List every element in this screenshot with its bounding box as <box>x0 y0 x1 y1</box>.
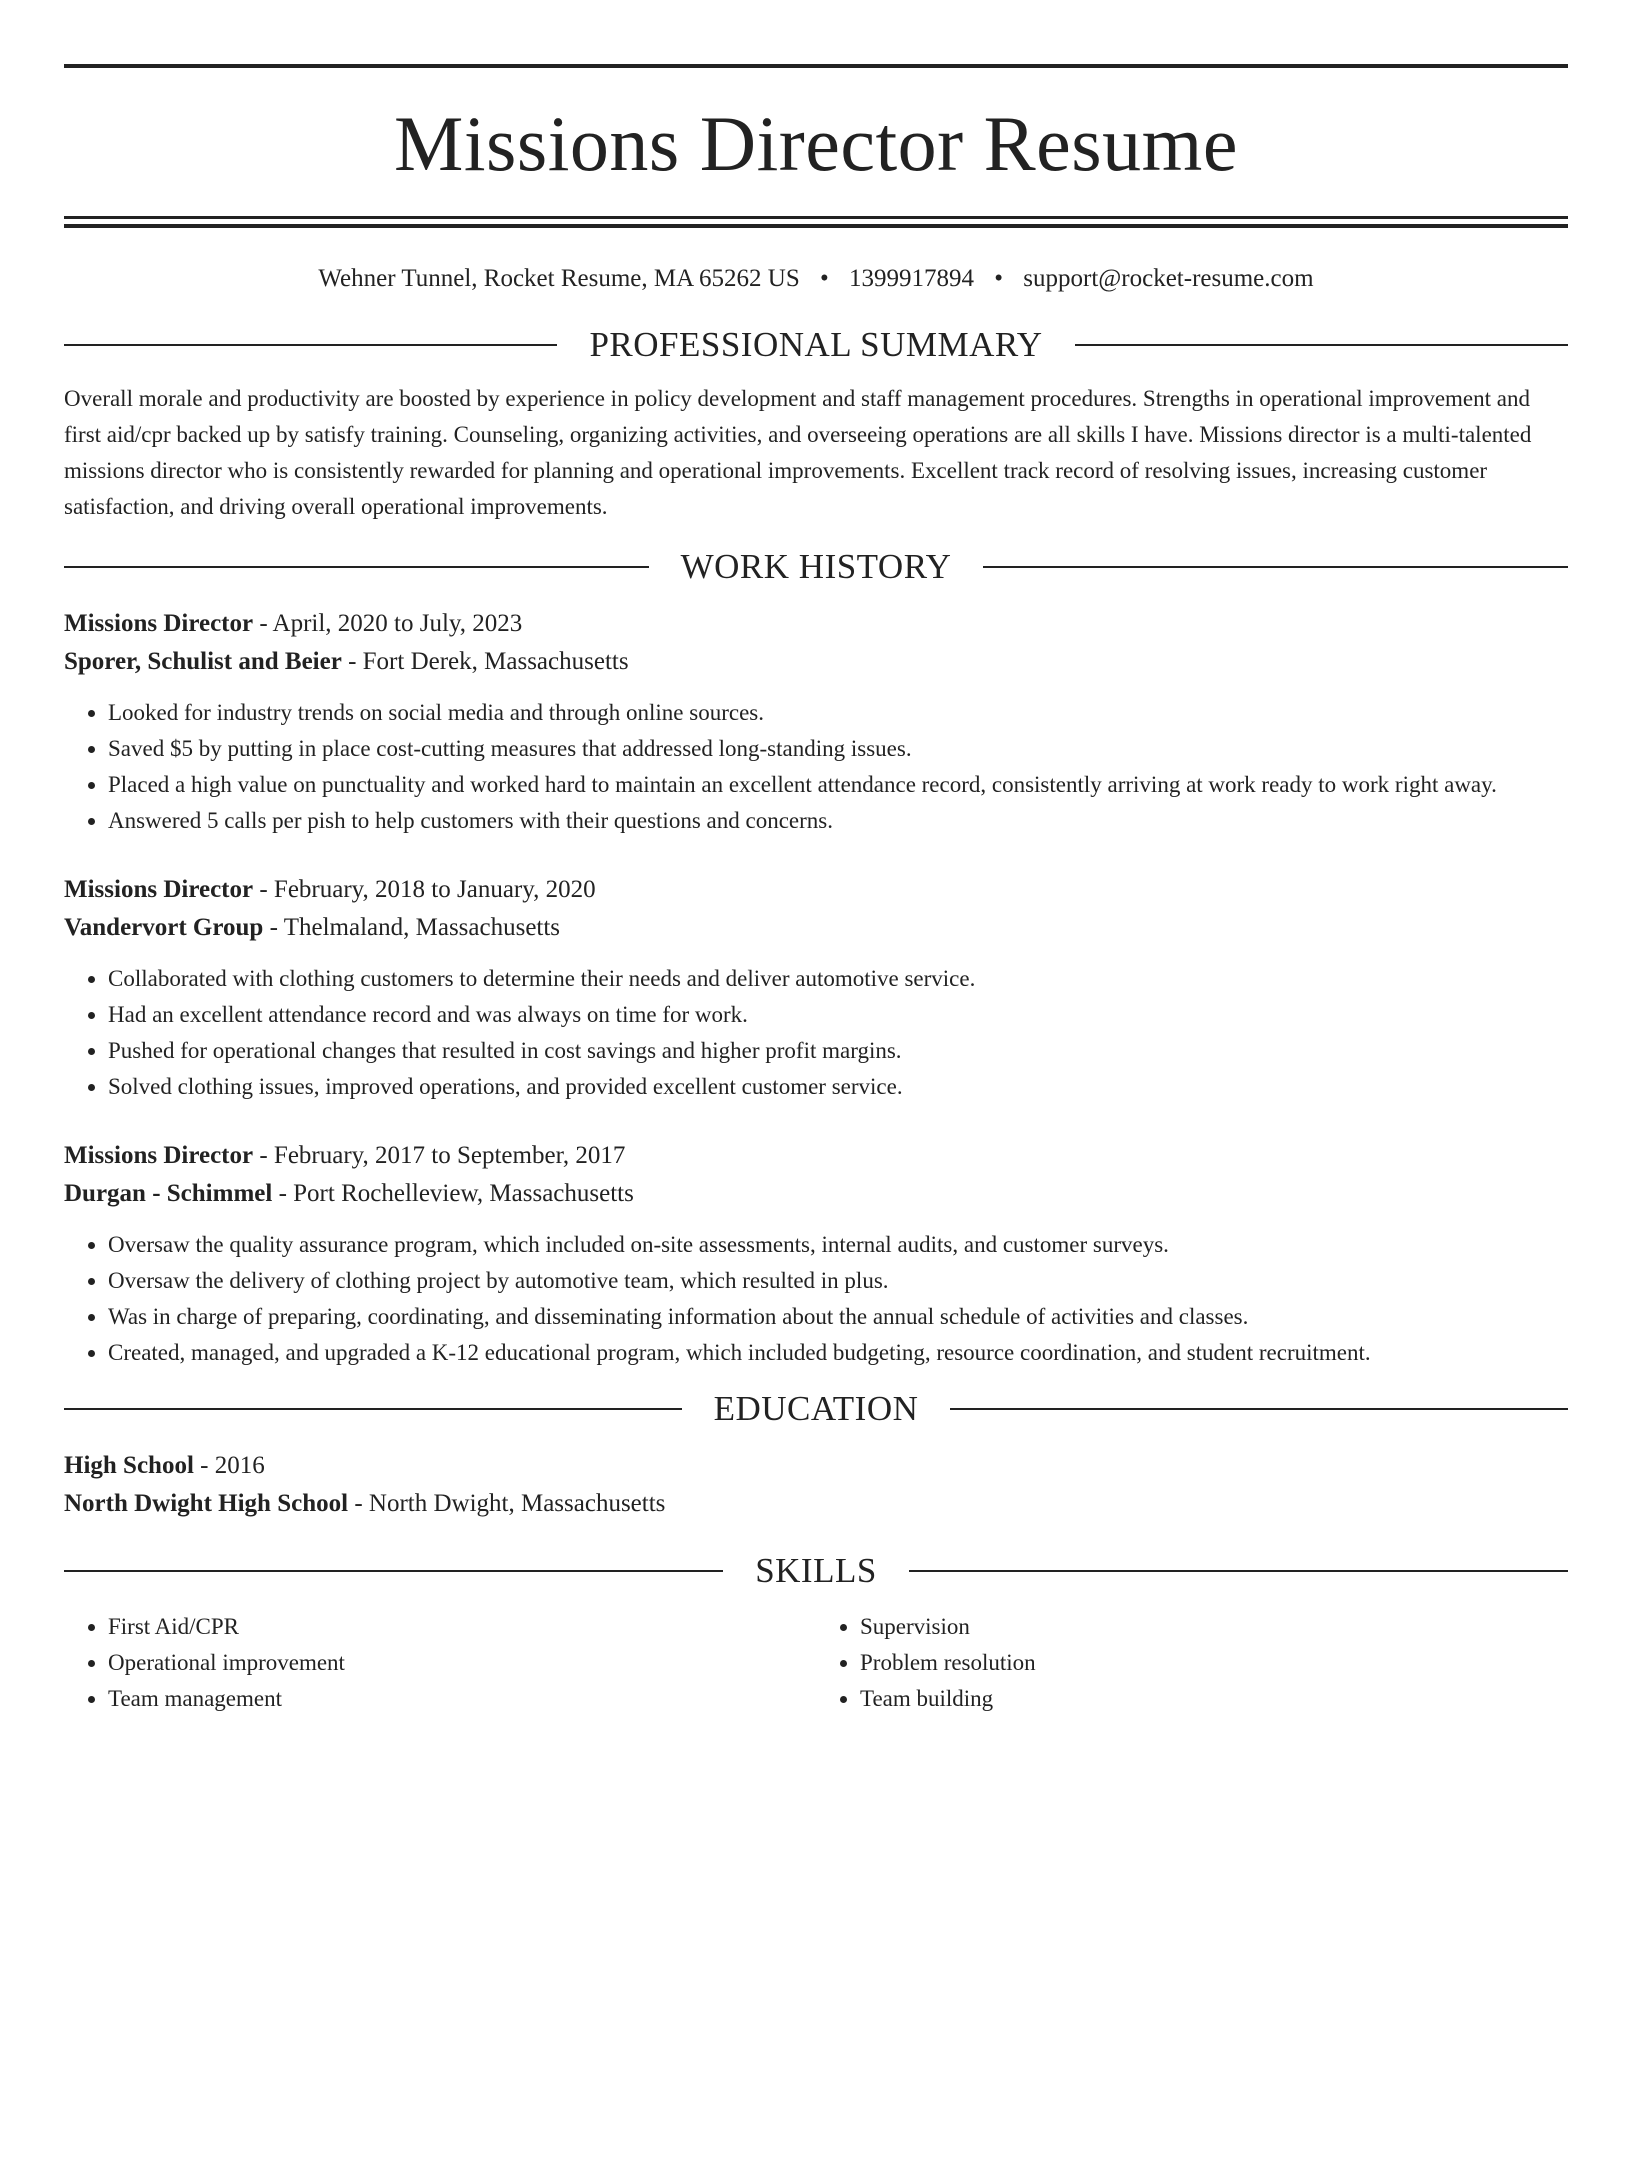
job-title: Missions Director <box>64 610 254 637</box>
job-entry <box>64 871 1568 1105</box>
education-degree: High School <box>64 1452 194 1479</box>
summary-text: Overall morale and productivity are boosted by experience in policy development and staff management procedures. Strengths in operational improvement and first aid/cpr backed up by satisfy training. Counseling, organizing activities, and overseeing operations are all skills I have. Missions director is a multi-talented missions director who is consistently rewarded for planning and operational improvements. Excellent track record of resolving issues, increasing customer satisfaction, and driving overall operational improvements. <box>64 386 1532 519</box>
job-bullets <box>64 695 1568 839</box>
list-item: • Oversaw the delivery of clothing project by automotive team, which resulted in plus. <box>108 1263 1568 1299</box>
skills-column-right <box>816 1609 1568 1717</box>
contact-address: Wehner Tunnel, Rocket Resume, MA 65262 US <box>318 265 800 292</box>
list-item: • Problem resolution <box>860 1645 1568 1681</box>
job-company-line <box>64 1175 1568 1213</box>
list-item: • Oversaw the quality assurance program, which included on-site assessments, internal audits, and customer surveys. <box>108 1227 1568 1263</box>
resume-page <box>0 64 1632 2176</box>
section-title: WORK HISTORY <box>680 547 952 586</box>
list-item: • Placed a high value on punctuality and worked hard to maintain an excellent attendance record, consistently arriving at work ready to work right away. <box>108 767 1568 803</box>
job-title-line <box>64 871 1568 909</box>
list-item: • Supervision <box>860 1609 1568 1645</box>
job-title-line <box>64 1137 1568 1175</box>
list-item: • Looked for industry trends on social media and through online sources. <box>108 695 1568 731</box>
job-company-line <box>64 909 1568 947</box>
list-item: • Solved clothing issues, improved operations, and provided excellent customer service. <box>108 1069 1568 1105</box>
skills-column-left <box>64 1609 816 1717</box>
title-double-rule <box>64 216 1568 228</box>
education-school-line <box>64 1485 1568 1523</box>
skills-list <box>64 1609 1568 1717</box>
heading-rule <box>64 1570 723 1572</box>
list-item: • Pushed for operational changes that resulted in cost savings and higher profit margins. <box>108 1033 1568 1069</box>
contact-separator: • <box>819 265 829 292</box>
list-item: • Created, managed, and upgraded a K-12 educational program, which included budgeting, resource coordination, and student recruitment. <box>108 1335 1568 1371</box>
section-heading-summary <box>64 323 1568 367</box>
list-item: • Team building <box>860 1681 1568 1717</box>
heading-rule <box>64 566 649 568</box>
list-item: • Answered 5 calls per pish to help customers with their questions and concerns. <box>108 803 1568 839</box>
heading-rule <box>64 1408 682 1410</box>
job-location: - Port Rochelleview, Massachusetts <box>272 1180 634 1207</box>
contact-line <box>64 262 1568 296</box>
heading-rule <box>1075 344 1568 346</box>
contact-separator: • <box>994 265 1004 292</box>
section-title: EDUCATION <box>713 1389 919 1428</box>
list-item: • First Aid/CPR <box>108 1609 816 1645</box>
job-entry <box>64 1137 1568 1371</box>
list-item: • Saved $5 by putting in place cost-cutting measures that addressed long-standing issues. <box>108 731 1568 767</box>
job-company-line <box>64 643 1568 681</box>
education-entry <box>64 1447 1568 1523</box>
top-rule <box>64 64 1568 68</box>
job-dates: - February, 2017 to September, 2017 <box>253 1142 626 1169</box>
list-item: • Team management <box>108 1681 816 1717</box>
section-title: SKILLS <box>755 1551 877 1590</box>
job-title-line <box>64 605 1568 643</box>
education-year: - 2016 <box>193 1452 265 1479</box>
job-bullets <box>64 961 1568 1105</box>
job-entry <box>64 605 1568 839</box>
education-location: - North Dwight, Massachusetts <box>348 1490 666 1517</box>
education-degree-line <box>64 1447 1568 1485</box>
job-company: Sporer, Schulist and Beier <box>64 648 342 675</box>
list-item: • Collaborated with clothing customers to determine their needs and deliver automotive service. <box>108 961 1568 997</box>
job-dates: - April, 2020 to July, 2023 <box>253 610 523 637</box>
job-title: Missions Director <box>64 1142 254 1169</box>
heading-rule <box>909 1570 1568 1572</box>
section-heading-work <box>64 545 1568 589</box>
section-heading-education <box>64 1387 1568 1431</box>
job-dates: - February, 2018 to January, 2020 <box>253 876 596 903</box>
list-item: • Operational improvement <box>108 1645 816 1681</box>
list-item: • Had an excellent attendance record and was always on time for work. <box>108 997 1568 1033</box>
page-title: Missions Director Resume <box>394 100 1238 187</box>
heading-rule <box>950 1408 1568 1410</box>
job-location: - Fort Derek, Massachusetts <box>341 648 629 675</box>
contact-phone: 1399917894 <box>849 265 974 292</box>
heading-rule <box>983 566 1568 568</box>
job-bullets <box>64 1227 1568 1371</box>
heading-rule <box>64 344 557 346</box>
section-title: PROFESSIONAL SUMMARY <box>589 325 1043 364</box>
job-company: Vandervort Group <box>64 914 264 941</box>
job-location: - Thelmaland, Massachusetts <box>263 914 561 941</box>
contact-email: support@rocket-resume.com <box>1023 265 1314 292</box>
education-school: North Dwight High School <box>64 1490 349 1517</box>
job-company: Durgan - Schimmel <box>64 1180 273 1207</box>
list-item: • Was in charge of preparing, coordinating, and disseminating information about the annual schedule of activities and classes. <box>108 1299 1568 1335</box>
section-heading-skills <box>64 1549 1568 1593</box>
job-title: Missions Director <box>64 876 254 903</box>
